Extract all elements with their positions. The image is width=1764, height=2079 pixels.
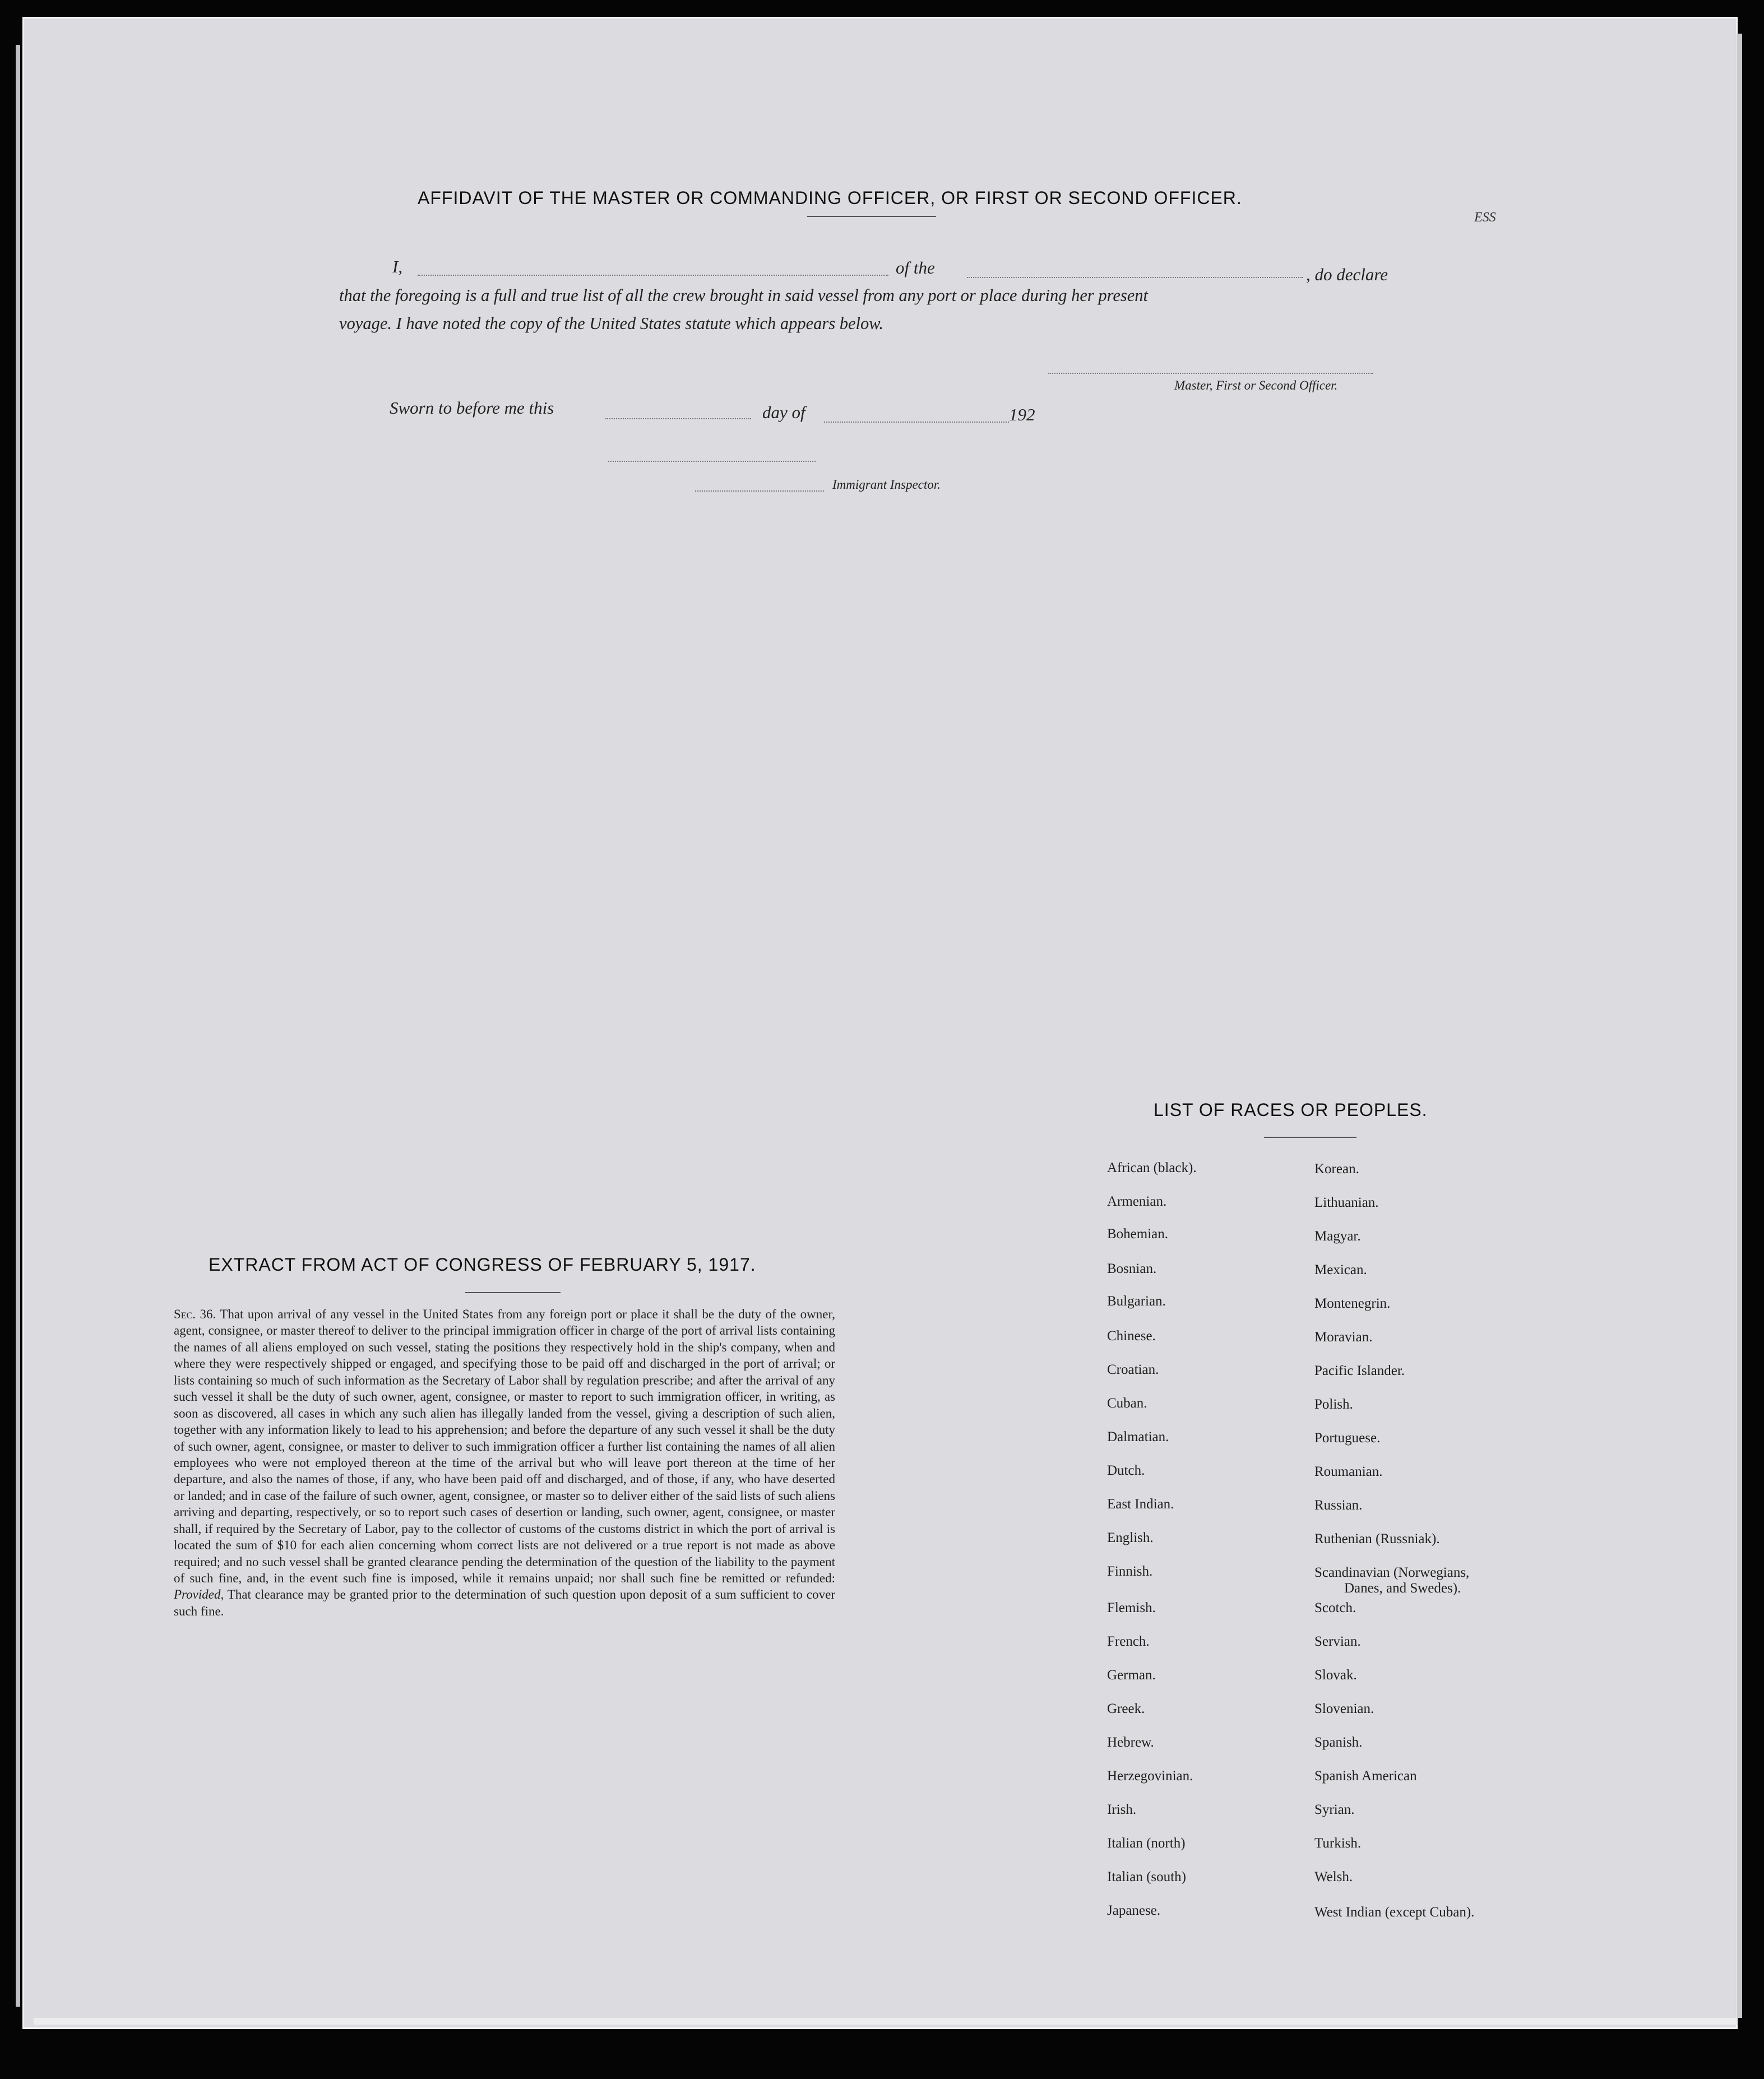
race-scandinavian-cont: Danes, and Swedes).: [1344, 1581, 1461, 1596]
race-item-right-0: Korean.: [1314, 1161, 1359, 1177]
race-item-right-14: Servian.: [1314, 1634, 1361, 1649]
affidavit-do-declare: , do declare: [1306, 265, 1388, 284]
race-item-left-22: Japanese.: [1107, 1903, 1161, 1918]
affidavit-line2: that the foregoing is a full and true list of all the crew brought in said vessel from any port or place during her present: [339, 286, 1149, 305]
section-label: Sec. 36.: [174, 1307, 216, 1321]
affidavit-title: AFFIDAVIT OF THE MASTER OR COMMANDING OFFICER, OR FIRST OR SECOND OFFICER.: [418, 188, 1242, 208]
sworn-day-line: [605, 418, 751, 419]
race-item-left-20: Italian (north): [1107, 1836, 1186, 1851]
section-body: That upon arrival of any vessel in the United States from any foreign port or place it shall be the duty of the owner, agent, consignee, or master thereof to deliver to the principal immigration officer in charge of the port of arrival lists containing the names of all aliens employed on such vessel, stating the positions they respectively hold in the ship's company, when and where they were respectively shipped or engaged, and specifying those to be paid off and discharged in the port of arrival; or lists containing so much of such information as the Secretary of Labor shall by regulation prescribe; and after the arrival of any such vessel it shall be the duty of such owner, agent, consignee, or master to report to such immigration officer, in writing, as soon as discovered, all cases in which any such alien has illegally landed from the vessel, giving a description of such alien, together with any information likely to lead to his apprehension; and before the departure of any such vessel it shall be the duty of such owner, agent, consignee, or master to deliver to such immigration officer a further list containing the names of all alien employees who were not employed thereon at the time of the arrival but who will leave port thereon at the time of her departure, and also the names of those, if any, who have been paid off and discharged, and of those, if any, who have deserted or landed; and in case of the failure of such owner, agent, consignee, or master so to deliver either of the said lists of such aliens arriving and departing, respectively, or so to report such cases of desertion or landing, such owner, agent, consignee, or master shall, if required by the Secretary of Labor, pay to the collector of customs of the customs district in which the port of arrival is located the sum of $10 for each alien concerning whom correct lists are not delivered or a true report is not made as above required; and no such vessel shall be granted clearance pending the determination of the question of the liability to the payment of such fine, and, in the event such fine is imposed, while it remains unpaid; nor shall such fine be remitted or refunded:: [174, 1307, 835, 1585]
race-item-right-3: Mexican.: [1314, 1262, 1367, 1277]
provided-keyword: Provided,: [174, 1587, 224, 1602]
master-label: Master, First or Second Officer.: [1174, 378, 1338, 392]
inspector-label: Immigrant Inspector.: [832, 478, 941, 492]
races-title: LIST OF RACES OR PEOPLES.: [1154, 1100, 1428, 1120]
extract-section-36: [174, 1306, 835, 1619]
race-item-right-18: Spanish American: [1314, 1768, 1417, 1784]
race-item-right-22: West Indian (except Cuban).: [1314, 1905, 1475, 1920]
race-item-left-17: Hebrew.: [1107, 1735, 1154, 1750]
extract-title-rule: [465, 1292, 561, 1293]
extract-title: EXTRACT FROM ACT OF CONGRESS OF FEBRUARY 5, 1917.: [209, 1254, 756, 1275]
race-item-right-7: Polish.: [1314, 1397, 1353, 1412]
affidavit-line3: voyage. I have noted the copy of the United States statute which appears below.: [339, 314, 883, 333]
race-item-left-15: German.: [1107, 1668, 1156, 1683]
race-item-right-1: Lithuanian.: [1314, 1195, 1379, 1210]
race-item-right-2: Magyar.: [1314, 1229, 1361, 1244]
sworn-text: Sworn to before me this: [390, 398, 554, 418]
day-of-text: day of: [762, 402, 805, 422]
race-item-right-5: Moravian.: [1314, 1330, 1373, 1345]
affidavit-of-the: of the: [896, 258, 935, 277]
race-item-left-9: Dutch.: [1107, 1463, 1145, 1478]
race-item-left-19: Irish.: [1107, 1802, 1137, 1817]
master-name-line: [418, 275, 888, 276]
page-edge-left: [16, 45, 20, 2007]
race-item-left-13: Flemish.: [1107, 1600, 1156, 1615]
race-item-left-5: Chinese.: [1107, 1328, 1156, 1344]
vessel-name-line: [967, 277, 1303, 278]
race-item-left-12: Finnish.: [1107, 1564, 1153, 1579]
race-item-right-16: Slovenian.: [1314, 1701, 1374, 1716]
page-edge-bottom: [34, 2018, 1738, 2025]
race-item-left-11: English.: [1107, 1530, 1154, 1545]
affidavit-title-rule: [807, 216, 936, 217]
page-edge-right: [1737, 34, 1742, 2018]
race-item-right-8: Portuguese.: [1314, 1430, 1381, 1446]
race-item-right-17: Spanish.: [1314, 1735, 1363, 1750]
race-item-left-2: Bohemian.: [1107, 1226, 1169, 1242]
year-text: 192: [1009, 405, 1035, 424]
inspector-line-2: [695, 490, 824, 492]
race-item-right-13: Scotch.: [1314, 1600, 1356, 1615]
race-item-right-19: Syrian.: [1314, 1802, 1355, 1817]
master-signature-line: [1048, 373, 1373, 374]
race-item-left-1: Armenian.: [1107, 1194, 1167, 1209]
inspector-line-1: [608, 461, 816, 462]
race-item-right-12: Scandinavian (Norwegians,: [1314, 1565, 1470, 1580]
corner-mark: ESS: [1474, 210, 1496, 225]
race-item-right-20: Turkish.: [1314, 1836, 1362, 1851]
race-item-right-15: Slovak.: [1314, 1668, 1357, 1683]
race-item-right-6: Pacific Islander.: [1314, 1363, 1405, 1378]
race-item-left-3: Bosnian.: [1107, 1261, 1157, 1276]
race-item-right-11: Ruthenian (Russniak).: [1314, 1531, 1440, 1546]
race-item-right-4: Montenegrin.: [1314, 1296, 1391, 1311]
race-item-left-4: Bulgarian.: [1107, 1294, 1166, 1309]
race-item-left-10: East Indian.: [1107, 1497, 1174, 1512]
race-item-right-21: Welsh.: [1314, 1869, 1353, 1884]
race-item-left-14: French.: [1107, 1634, 1150, 1649]
race-item-left-7: Cuban.: [1107, 1396, 1147, 1411]
sworn-month-line: [824, 422, 1009, 423]
affidavit-i: I,: [392, 257, 403, 276]
race-item-right-10: Russian.: [1314, 1498, 1363, 1513]
race-item-left-16: Greek.: [1107, 1701, 1145, 1716]
section-body-end: That clearance may be granted prior to the determination of such question upon deposit of a sum sufficient to cover such fine.: [174, 1587, 836, 1618]
race-item-right-9: Roumanian.: [1314, 1464, 1383, 1479]
races-title-rule: [1264, 1137, 1356, 1138]
race-item-left-8: Dalmatian.: [1107, 1429, 1169, 1444]
race-item-left-6: Croatian.: [1107, 1362, 1159, 1377]
race-item-left-18: Herzegovinian.: [1107, 1768, 1193, 1784]
race-item-left-21: Italian (south): [1107, 1869, 1186, 1884]
race-item-left-0: African (black).: [1107, 1160, 1197, 1175]
